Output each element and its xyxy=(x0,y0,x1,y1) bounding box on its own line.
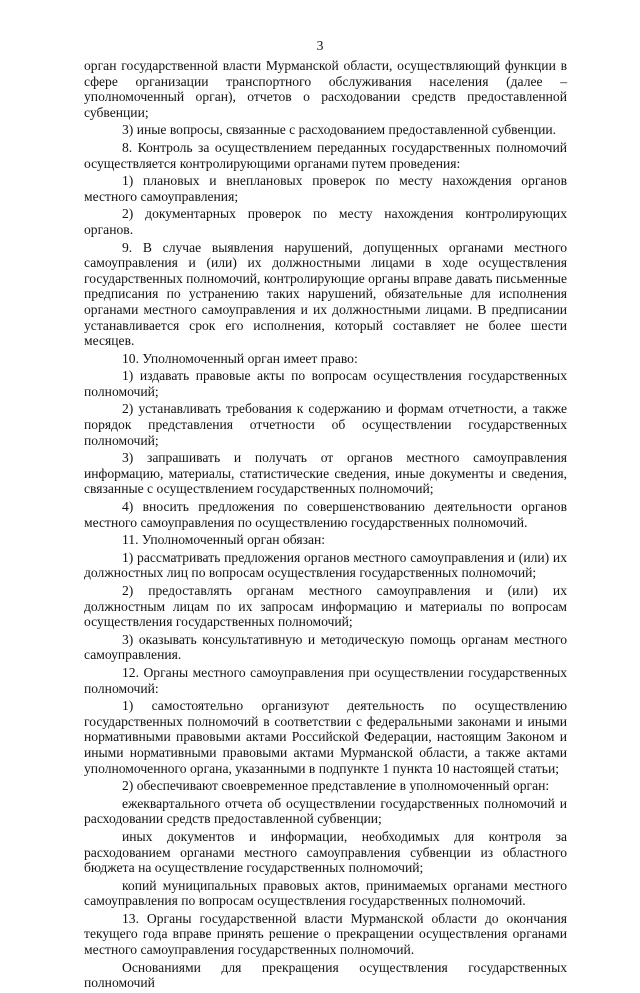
paragraph: 1) издавать правовые акты по вопросам осуществления государственных полномочий; xyxy=(84,368,567,399)
paragraph: 2) предоставлять органам местного самоуправления и (или) их должностным лицам по их запросам информацию и материалы по вопросам осуществления государственных полномочий; xyxy=(84,583,567,630)
paragraph: ежеквартального отчета об осуществлении государственных полномочий и расходовании средств предоставленной субвенции; xyxy=(84,795,567,827)
paragraph: 13. Органы государственной власти Мурманской области до окончания текущего года вправе принять решение о прекращении осуществления органами местного самоуправления государственных полномочий. xyxy=(84,910,567,958)
paragraph: 4) вносить предложения по совершенствованию деятельности органов местного самоуправления по осуществлению государственных полномочий. xyxy=(84,499,567,530)
page-number: 3 xyxy=(316,38,324,53)
paragraph: 11. Уполномоченный орган обязан: xyxy=(122,532,326,548)
paragraph: 1) самостоятельно организуют деятельность по осуществлению государственных полномочий в соответствии с федеральными законами и иными нормативными правовыми актами Российской Федерации, настоящим Законом и иными нормативными правовыми актами Мурманской области, а также актами уполномоченного органа, указанными в подпункте 1 пункта 10 настоящей статьи; xyxy=(84,698,567,776)
paragraph: копий муниципальных правовых актов, принимаемых органами местного самоуправления по вопросам осуществления государственных полномочий. xyxy=(84,877,567,909)
paragraph: иных документов и информации, необходимых для контроля за расходованием органами местного самоуправления субвенции из областного бюджета на осуществление государственных полномочий; xyxy=(84,828,567,876)
paragraph: 10. Уполномоченный орган имеет право: xyxy=(122,350,358,366)
paragraph: 3) оказывать консультативную и методическую помощь органам местного самоуправления. xyxy=(84,631,567,663)
paragraph: 1) рассматривать предложения органов местного самоуправления и (или) их должностных лиц по вопросам осуществления государственных полномочий; xyxy=(84,549,567,581)
paragraph: 2) документарных проверок по месту нахождения контролирующих органов. xyxy=(84,206,567,237)
document-body xyxy=(84,58,567,993)
paragraph: 9. В случае выявления нарушений, допущенных органами местного самоуправления и (или) их должностными лицами в ходе осуществления государственных полномочий, контролирующие органы вправе давать письменные предписания по устранению таких нарушений, обязательные для исполнения органами местного самоуправления и их должностными лицами. В предписании устанавливается срок его исполнения, который составляет не более шести месяцев. xyxy=(84,239,568,349)
paragraph: 1) плановых и внеплановых проверок по месту нахождения органов местного самоуправления; xyxy=(84,173,567,204)
paragraph: 8. Контроль за осуществлением переданных государственных полномочий осуществляется контролирующими органами путем проведения: xyxy=(84,139,567,171)
paragraph: орган государственной власти Мурманской области, осуществляющий функции в сфере организации транспортного обслуживания населения (далее – уполномоченный орган), отчетов о расходовании средств предоставленной субвенции; xyxy=(84,58,567,120)
paragraph: Основаниями для прекращения осуществления государственных полномочий xyxy=(84,959,567,991)
paragraph: 2) устанавливать требования к содержанию и формам отчетности, а также порядок представления отчетности об осуществлении государственных полномочий; xyxy=(84,401,567,448)
paragraph: 3) запрашивать и получать от органов местного самоуправления информацию, материалы, статистические сведения, иные документы и сведения, связанные с осуществлением государственных полномочий; xyxy=(84,450,567,497)
paragraph: 2) обеспечивают своевременное представление в уполномоченный орган: xyxy=(122,778,550,794)
paragraph: 3) иные вопросы, связанные с расходованием предоставленной субвенции. xyxy=(122,122,557,138)
paragraph: 12. Органы местного самоуправления при осуществлении государственных полномочий: xyxy=(84,664,567,696)
